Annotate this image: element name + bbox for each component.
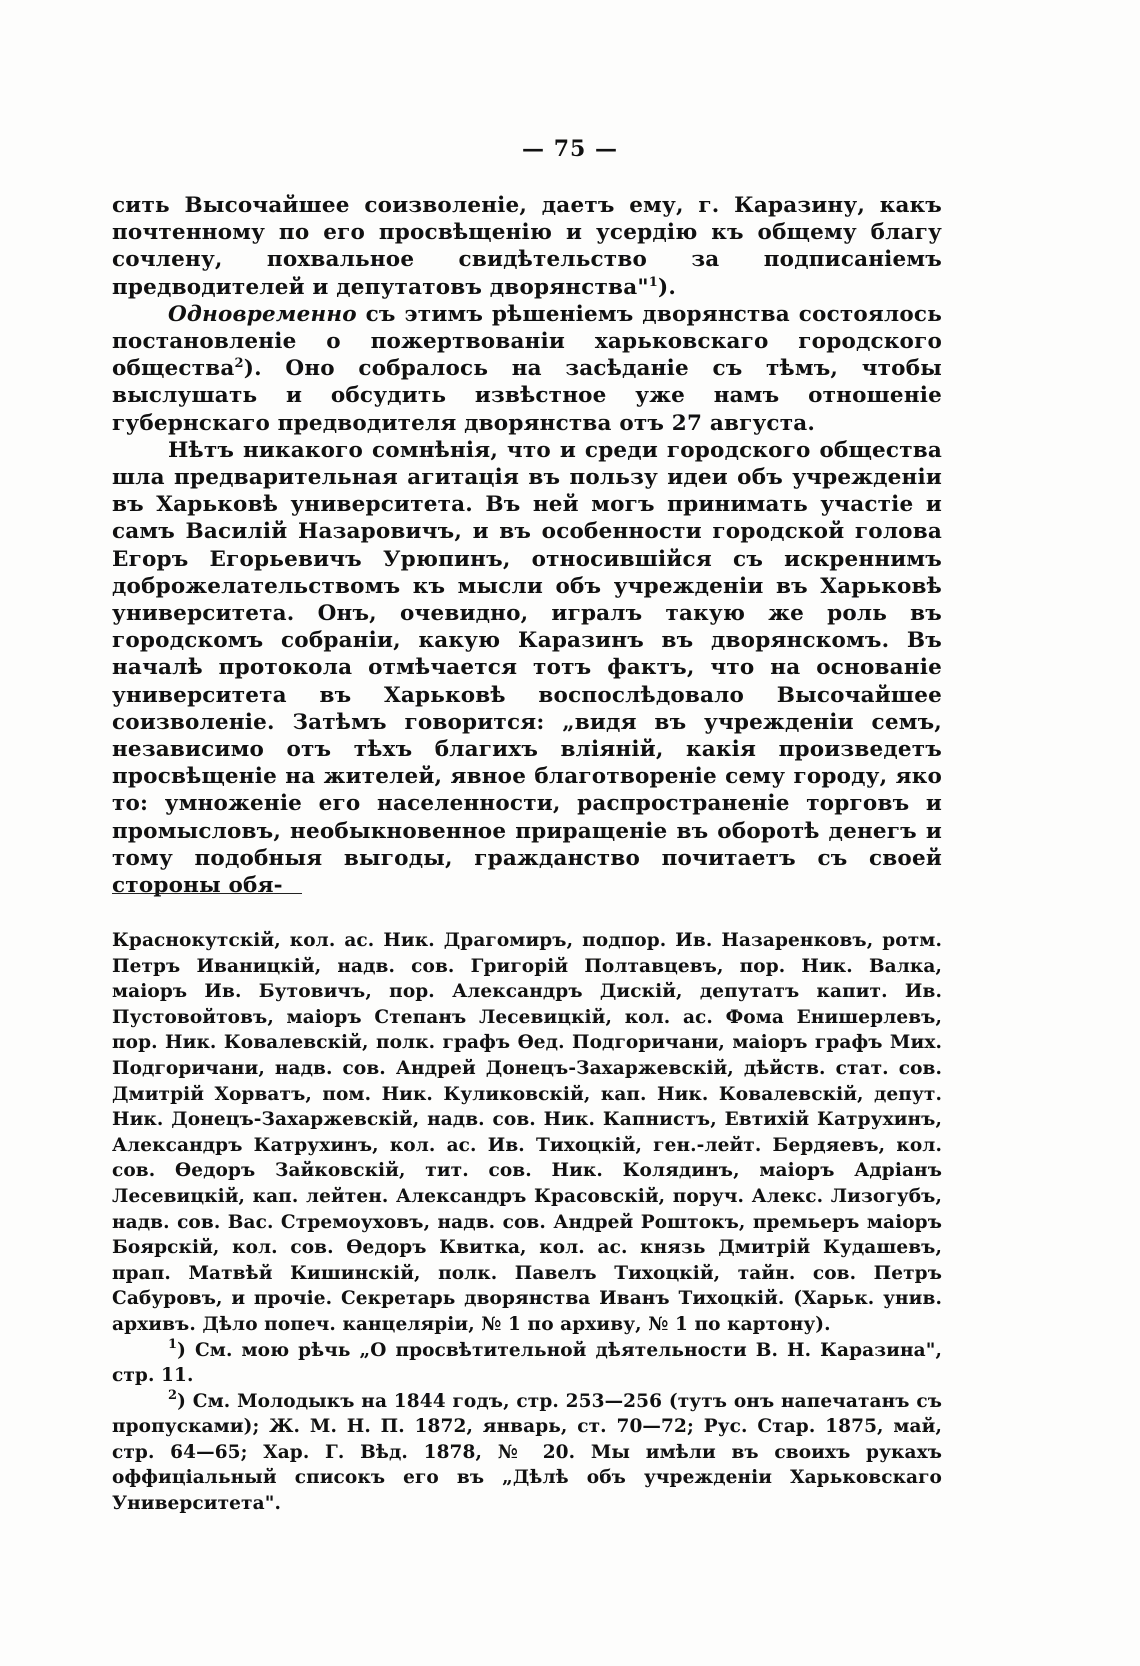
- footnote-1-mark: 1: [168, 1336, 178, 1352]
- footnote-ref-1: 1: [648, 274, 658, 290]
- paragraph-1-end: ).: [657, 274, 677, 300]
- footnote-2-mark: 2: [168, 1387, 178, 1403]
- footnote-2-text: ) См. Молодыкъ на 1844 годъ, стр. 253—256 (тутъ онъ напечатанъ съ пропусками); Ж. М. Н. П. 1872, январь, ст. 70—72; Рус. Стар. 1875, май, стр. 64—65; Хар. Г. Вѣд. 1878, № 20. Мы имѣли въ своихъ рукахъ оффицiальный списокъ его въ „Дѣлѣ объ учрежденiи Харьковскаго Университета".: [112, 1390, 942, 1515]
- paragraph-2-text-b: ). Оно собралось на засѣданiе съ тѣмъ, чтобы выслушать и обсудить извѣстное уже намъ отношенiе губернскаго предводителя дворянства отъ 27 августа.: [112, 356, 942, 436]
- paragraph-3: Нѣтъ никакого сомнѣнiя, что и среди городского общества шла предварительная агитацiя въ пользу идеи объ учрежденiи въ Харьковѣ университета. Въ ней могъ принимать участiе и самъ Василiй Назаровичъ, и въ особенности городской голова Егоръ Егорьевичъ Урюпинъ, относившiйся съ искреннимъ доброжелательствомъ къ мысли объ учрежденiи въ Харьковѣ университета. Онъ, очевидно, игралъ такую же роль въ городскомъ собранiи, какую Каразинъ въ дворянскомъ. Въ началѣ протокола отмѣчается тотъ фактъ, что на основанiе университета въ Харьковѣ воспослѣдовало Высочайшее соизволенiе. Затѣмъ говорится: „видя въ учрежденiи семъ, независимо отъ тѣхъ благихъ влiянiй, какiя произведетъ просвѣщенiе на жителей, явное благотворенiе сему городу, яко то: умноженiе его населенности, распространенiе торговъ и промысловъ, необыкновенное приращенiе въ оборотѣ денегъ и тому подобныя выгоды, гражданство почитаетъ съ своей стороны обя-: [112, 437, 942, 899]
- main-text: [112, 192, 942, 899]
- footnote-separator: [112, 893, 302, 894]
- page-number: — 75 —: [522, 136, 618, 162]
- footnote-1: [112, 1338, 942, 1389]
- footnote-continuation: Краснокутскiй, кол. ас. Ник. Драгомиръ, подпор. Ив. Назаренковъ, ротм. Петръ Иваницкiй, надв. сов. Григорiй Полтавцевъ, пор. Ник. Валка, маiоръ Ив. Бутовичъ, пор. Александръ Дискiй, депутатъ капит. Ив. Пустовойтовъ, маiоръ Степанъ Лесевицкiй, кол. ас. Фома Енишерлевъ, пор. Ник. Ковалевскiй, полк. графъ Ѳед. Подгоричани, маiоръ графъ Мих. Подгоричани, надв. сов. Андрей Донецъ-Захаржевскiй, дѣйств. стат. сов. Дмитрiй Хорватъ, пом. Ник. Куликовскiй, кап. Ник. Ковалевскiй, депут. Ник. Донецъ-Захаржевскiй, надв. сов. Ник. Капнистъ, Евтихiй Катрухинъ, Александръ Катрухинъ, кол. ас. Ив. Тихоцкiй, ген.-лейт. Бердяевъ, кол. сов. Ѳедоръ Зайковскiй, тит. сов. Ник. Колядинъ, маiоръ Адрiанъ Лесевицкiй, кап. лейтен. Александръ Красовскiй, поруч. Алекс. Лизогубъ, надв. сов. Вас. Стремоуховъ, надв. сов. Андрей Роштокъ, премьеръ маiоръ Боярскiй, кол. сов. Ѳедоръ Квитка, кол. ас. князь Дмитрiй Кудашевъ, прап. Матвѣй Кишинскiй, полк. Павелъ Тихоцкiй, тайн. сов. Петръ Сабуровъ, и прочiе. Секретарь дворянства Иванъ Тихоцкiй. (Харьк. унив. архивъ. Дѣло попеч. канцелярiи, № 1 по архиву, № 1 по картону).: [112, 930, 942, 1335]
- footnote-1-text: ) См. мою рѣчь „О просвѣтительной дѣятельности В. Н. Каразина", стр. 11.: [112, 1339, 942, 1387]
- paragraph-1-text: сить Высочайшее соизволенiе, даетъ ему, г. Каразину, какъ почтенному по его просвѣщенiю и усердiю къ общему благу сочлену, похвальное свидѣтельство за подписанiемъ предводителей и депутатовъ дворянства": [112, 193, 942, 300]
- paragraph-2-text-a: съ этимъ рѣшенiемъ дворянства состоялось постановленiе о пожертвованiи харьковскаго городского общества: [112, 301, 942, 382]
- paragraph-1: [112, 192, 942, 301]
- footnote-2: [112, 1389, 942, 1517]
- paragraph-2: [112, 301, 942, 437]
- paragraph-2-italic: Одновременно: [168, 301, 357, 327]
- footnote-ref-2: 2: [234, 356, 244, 372]
- footnotes: [112, 928, 942, 1517]
